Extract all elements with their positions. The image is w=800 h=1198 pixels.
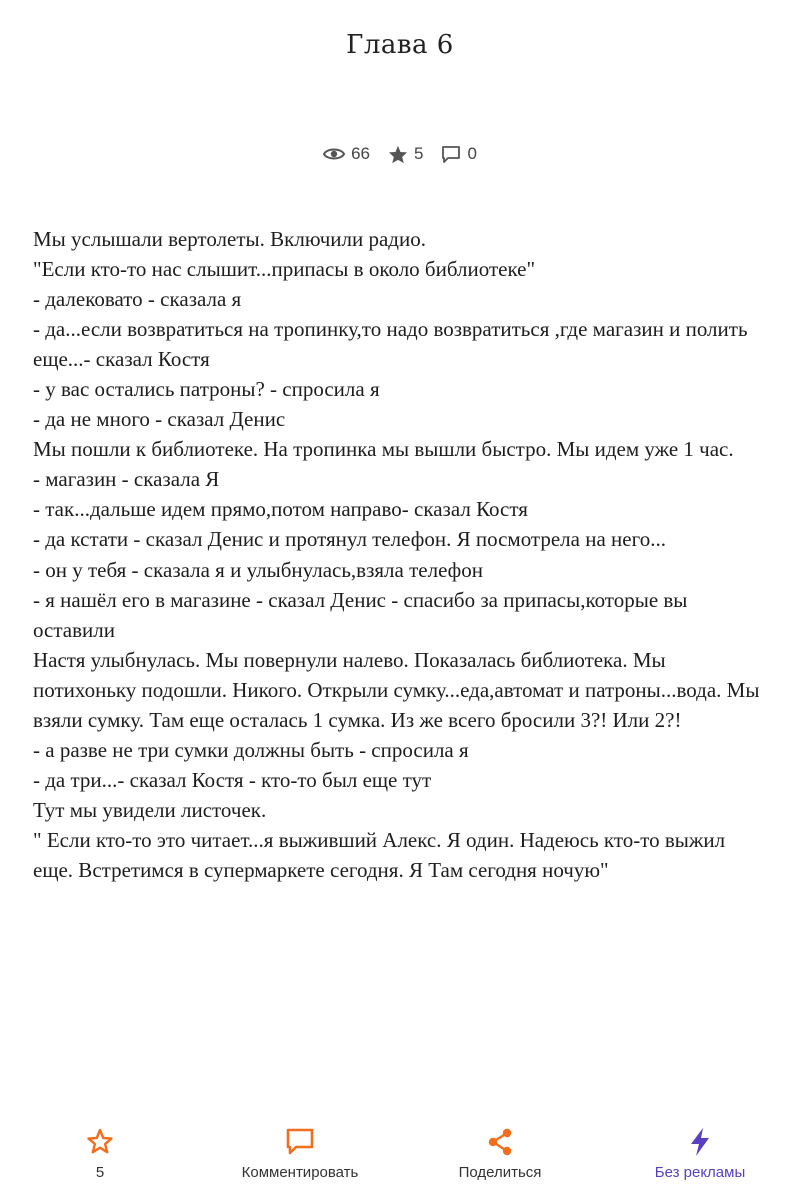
star-filled-icon [388,145,408,164]
comments-stat [441,144,476,164]
paragraph: - он у тебя - сказала я и улыбнулась,взяла телефон [33,557,484,582]
paragraph: Настя улыбнулась. Мы повернули налево. Показалась библиотека. Мы потихоньку подошли. Никого. Открыли сумку...еда,автомат и патроны...вода. Мы взяли сумку. Там еще осталась 1 сумка. Из же всего бросили 3?! Или 2?! [33,647,760,732]
share-button[interactable] [410,1126,590,1181]
chapter-title: Глава 6 [346,30,454,60]
share-label: Поделиться [458,1164,542,1181]
rating-stat [388,144,423,164]
comment-label: Комментировать [241,1164,359,1181]
rating-count: 5 [413,144,424,163]
no-ads-button[interactable] [610,1126,790,1181]
star-count: 5 [95,1164,105,1181]
paragraph: "Если кто-то нас слышит...припасы в около библиотеке" [33,257,536,282]
views-count: 66 [351,144,370,163]
star-outline-icon [84,1126,116,1158]
comment-icon [441,145,461,164]
lightning-icon [684,1126,716,1158]
paragraph: - да кстати - сказал Денис и протянул телефон. Я посмотрела на него... [33,527,666,552]
chapter-stats [0,144,800,164]
share-icon [484,1126,516,1158]
bottom-action-bar [0,1126,800,1198]
eye-icon [323,146,345,162]
no-ads-label: Без рекламы [654,1164,746,1181]
paragraph: Тут мы увидели листочек. [33,797,267,822]
paragraph: - далековато - сказала я [33,287,242,312]
paragraph: - у вас остались патроны? - спросила я [33,377,380,402]
paragraph: - да не много - сказал Денис [33,407,286,432]
comments-count: 0 [467,144,477,163]
paragraph: - да...если возвратиться на тропинку,то надо возвратиться ,где магазин и полить еще...- сказал Костя [33,317,748,372]
comment-icon [284,1126,316,1158]
views-stat [323,144,370,164]
paragraph: Мы услышали вертолеты. Включили радио. [33,227,426,251]
paragraph: " Если кто-то это читает...я выживший Алекс. Я один. Надеюсь кто-то выжил еще. Встретимся в супермаркете сегодня. Я Там сегодня ночую" [33,827,726,882]
paragraph: Мы пошли к библиотеке. На тропинка мы вышли быстро. Мы идем уже 1 час. [33,437,734,462]
rate-button[interactable] [10,1126,190,1181]
paragraph: - я нашёл его в магазине - сказал Денис - спасибо за припасы,которые вы оставили [33,587,688,642]
paragraph: - да три...- сказал Костя - кто-то был еще тут [33,767,432,792]
paragraph: - магазин - сказала Я [33,467,220,492]
chapter-text [33,224,768,885]
comment-button[interactable] [210,1126,390,1181]
paragraph: - так...дальше идем прямо,потом направо- сказал Костя [33,497,528,522]
paragraph: - а разве не три сумки должны быть - спросила я [33,737,469,762]
